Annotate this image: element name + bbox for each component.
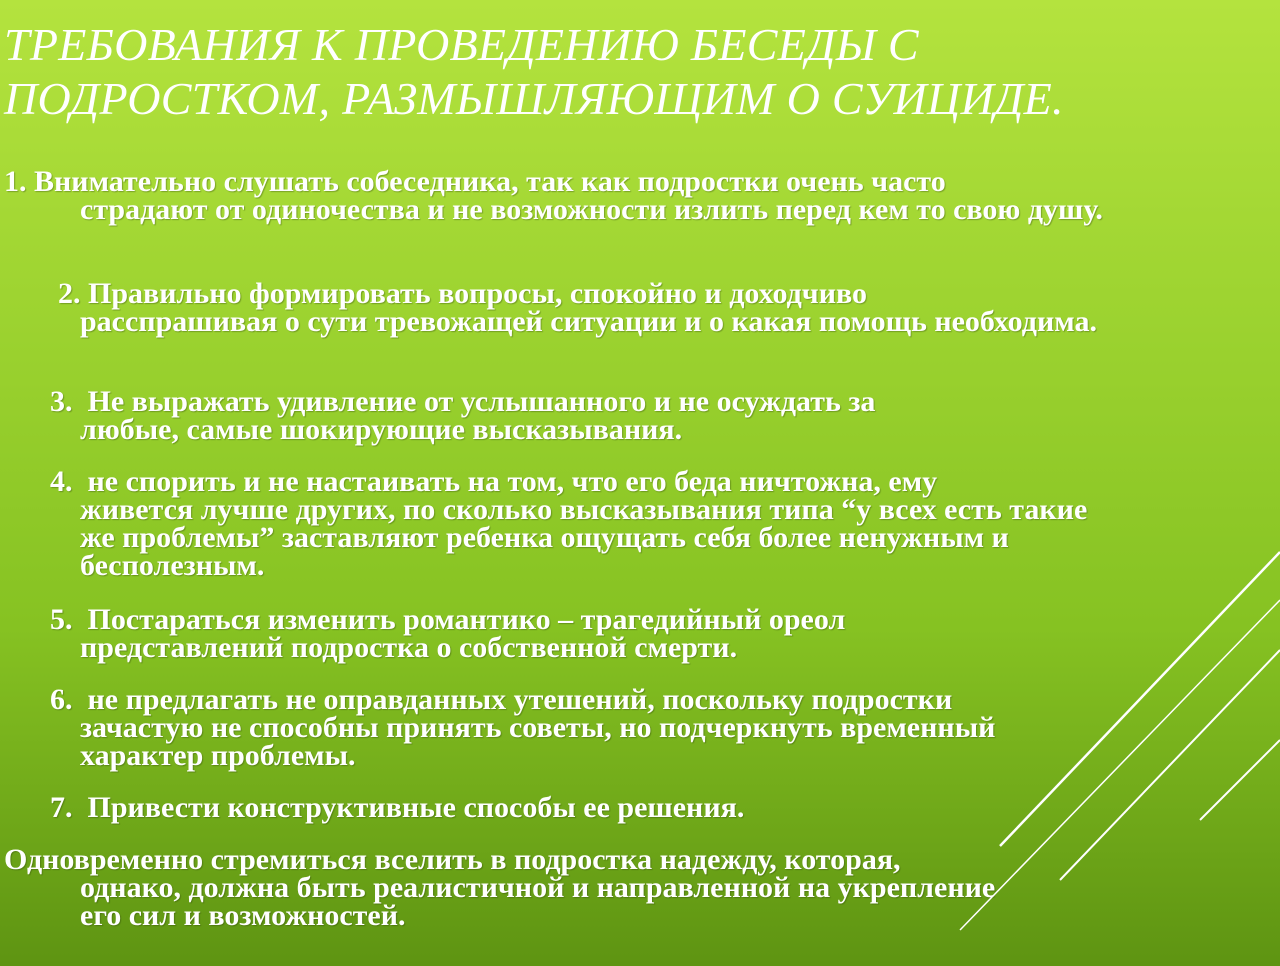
- deco-line-1: [1000, 552, 1280, 846]
- item-5-number: 5.: [50, 603, 73, 636]
- item-2-first-line: Правильно формировать вопросы, спокойно и доходчиво: [88, 277, 868, 310]
- item-6-first-line: не предлагать не оправданных утешений, поскольку подростки: [87, 683, 953, 716]
- item-1-rest: страдают от одиночества и не возможности излить перед кем то свою душу.: [80, 193, 1103, 226]
- item-5-first-line: Постараться изменить романтико – трагедийный ореол: [87, 603, 846, 636]
- item-4-rest: живется лучше других, по сколько высказывания типа “у всех есть такие же проблемы” заставляют ребенка ощущать себя более ненужным и бесполезным.: [80, 493, 1088, 582]
- item-7-first-line: Привести конструктивные способы ее решения.: [87, 791, 745, 824]
- deco-line-4: [1200, 740, 1280, 820]
- item-3-number: 3.: [50, 385, 73, 418]
- closing-first-line: Одновременно стремиться вселить в подростка надежду, которая,: [4, 843, 901, 876]
- item-4-number: 4.: [50, 465, 73, 498]
- item-1-first-line: Внимательно слушать собеседника, так как подростки очень часто: [34, 165, 946, 198]
- item-1-number: 1.: [4, 165, 27, 198]
- item-7-number: 7.: [50, 791, 73, 824]
- item-5-rest: представлений подростка о собственной смерти.: [80, 631, 738, 664]
- item-3-rest: любые, самые шокирующие высказывания.: [80, 413, 683, 446]
- item-2-number: 2.: [58, 277, 81, 310]
- item-4-first-line: не спорить и не настаивать на том, что его беда ничтожна, ему: [87, 465, 938, 498]
- closing-rest: однако, должна быть реалистичной и направленной на укрепление его сил и возможностей.: [80, 871, 996, 932]
- item-6-number: 6.: [50, 683, 73, 716]
- deco-line-2: [960, 600, 1280, 930]
- deco-line-3: [1060, 650, 1280, 880]
- slide-title: ТРЕБОВАНИЯ К ПРОВЕДЕНИЮ БЕСЕДЫ С ПОДРОСТКОМ, РАЗМЫШЛЯЮЩИМ О СУИЦИДЕ.: [4, 19, 1064, 124]
- item-2-rest: расспрашивая о сути тревожащей ситуации и о какая помощь необходима.: [80, 305, 1097, 338]
- item-3-first-line: Не выражать удивление от услышанного и не осуждать за: [87, 385, 876, 418]
- item-6-rest: зачастую не способны принять советы, но подчеркнуть временный характер проблемы.: [80, 711, 996, 772]
